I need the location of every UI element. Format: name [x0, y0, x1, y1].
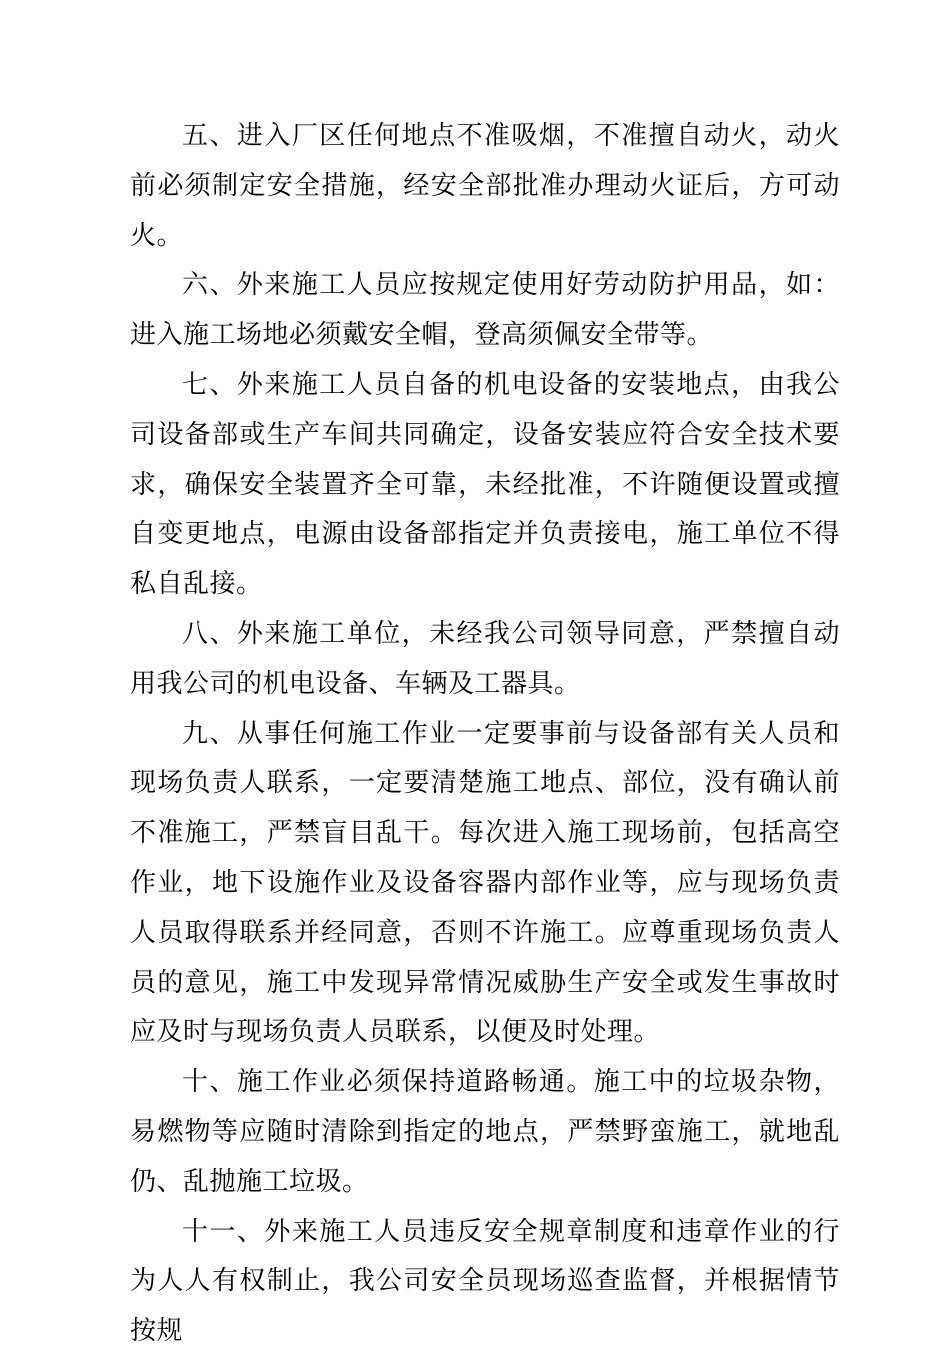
paragraph-rule-8: 八、外来施工单位，未经我公司领导同意，严禁擅自动用我公司的机电设备、车辆及工器具。 — [130, 618, 840, 699]
paragraph-rule-6: 六、外来施工人员应按规定使用好劳动防护用品，如：进入施工场地必须戴安全帽，登高须佩安全带等。 — [130, 270, 840, 351]
paragraph-rule-9: 九、从事任何施工作业一定要事前与设备部有关人员和现场负责人联系，一定要清楚施工地点、部位，没有确认前不准施工，严禁盲目乱干。每次进入施工现场前，包括高空作业，地下设施作业及设备容器内部作业等，应与现场负责人员取得联系并经同意，否则不许施工。应尊重现场负责人员的意见，施工中发现异常情况威胁生产安全或发生事故时应及时与现场负责人员联系，以便及时处理。 — [130, 718, 840, 1048]
document-body — [130, 112, 840, 1357]
paragraph-rule-7: 七、外来施工人员自备的机电设备的安装地点，由我公司设备部或生产车间共同确定，设备安装应符合安全技术要求，确保安全装置齐全可靠，未经批准，不许随便设置或擅自变更地点，电源由设备部指定并负责接电，施工单位不得私自乱接。 — [130, 369, 840, 600]
paragraph-rule-10: 十、施工作业必须保持道路畅通。施工中的垃圾杂物，易燃物等应随时清除到指定的地点，严禁野蛮施工，就地乱仍、乱抛施工垃圾。 — [130, 1067, 840, 1197]
paragraph-rule-11: 十一、外来施工人员违反安全规章制度和违章作业的行为人人有权制止，我公司安全员现场巡查监督，并根据情节按规 — [130, 1216, 840, 1347]
paragraph-rule-5: 五、进入厂区任何地点不准吸烟，不准擅自动火，动火前必须制定安全措施，经安全部批准办理动火证后，方可动火。 — [130, 121, 840, 251]
